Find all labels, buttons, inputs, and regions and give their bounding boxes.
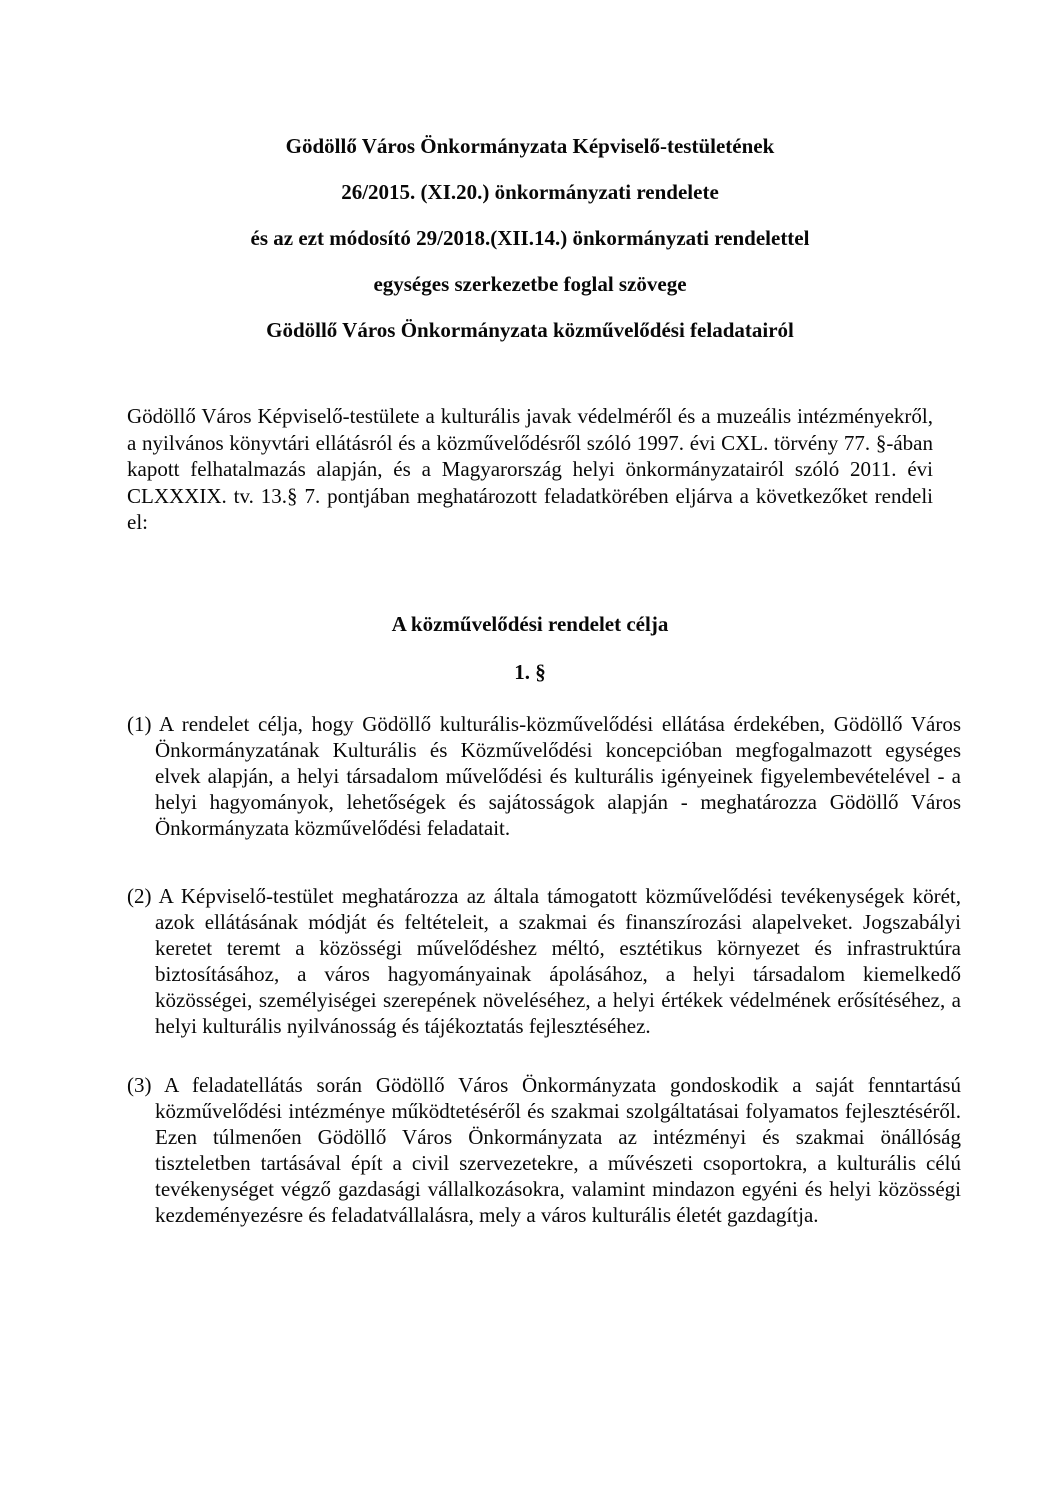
- title-line-consolidated-text: egységes szerkezetbe foglal szövege: [373, 272, 687, 296]
- chapter-heading: A közművelődési rendelet célja: [391, 612, 669, 636]
- title-line-authority: Gödöllő Város Önkormányzata Képviselő-testületének: [285, 134, 775, 158]
- numbered-paragraph-2: [127, 883, 961, 1039]
- document-title-block: [127, 123, 933, 353]
- paragraph-1-number: (1): [127, 712, 152, 736]
- paragraph-2-text: A Képviselő-testület meghatározza az általa támogatott közművelődési tevékenységek körét, azok ellátásának módját és feltételeit, a szakmai és finanszírozási alapelveket. Jogszabályi keretet teremt a közösségi művelődéshez méltó, esztétikus környezet és infrastruktúra biztosításához, a város hagyományainak ápolásához, a helyi társadalom kiemelkedő közösségei, személyiségei szerepének növeléséhez, a helyi értékek védelmének erősítéséhez, a helyi kulturális nyilvánosság és tájékoztatás fejlesztéséhez.: [155, 884, 961, 1038]
- numbered-paragraph-1: [127, 711, 961, 841]
- paragraph-3-number: (3): [127, 1073, 152, 1097]
- paragraph-3-text: A feladatellátás során Gödöllő Város Önkormányzata gondoskodik a saját fenntartású közművelődési intézménye működtetéséről és szakmai szolgáltatásai folyamatos fejlesztéséről. Ezen túlmenően Gödöllő Város Önkormányzata az intézményi és szakmai önállóság tiszteletben tartásával épít a civil szervezetekre, a művészeti csoportokra, a kulturális célú tevékenységet végző gazdasági vállalkozásokra, valamint mindazon egyéni és helyi közösségi kezdeményezésre és feladatvállalásra, mely a város kulturális életét gazdagítja.: [155, 1073, 962, 1227]
- paragraph-1-text: A rendelet célja, hogy Gödöllő kulturális-közművelődési ellátása érdekében, Gödöllő Város Önkormányzatának Kulturális és Közművelődési koncepcióban megfogalmazott egységes elvek alapján, a helyi társadalom művelődési és kulturális igényeinek figyelembevételével - a helyi hagyományok, lehetőségek és sajátosságok alapján - meghatározza Gödöllő Város Önkormányzata közművelődési feladatait.: [155, 712, 962, 840]
- paragraph-2-number: (2): [127, 884, 152, 908]
- preamble-paragraph: Gödöllő Város Képviselő-testülete a kulturális javak védelméről és a muzeális intézményekről, a nyilvános könyvtári ellátásról és a közművelődésről szóló 1997. évi CXL. törvény 77. §-ában kapott felhatalmazás alapján, és a Magyarország helyi önkormányzatairól szóló 2011. évi CLXXXIX. tv. 13.§ 7. pontjában meghatározott feladatkörében eljárva a következőket rendeli el:: [127, 404, 933, 534]
- title-line-subject: Gödöllő Város Önkormányzata közművelődési feladatairól: [266, 318, 794, 342]
- title-line-amendment: és az ezt módosító 29/2018.(XII.14.) önkormányzati rendelettel: [250, 226, 810, 250]
- section-number-heading: 1. §: [514, 660, 546, 684]
- title-line-decree-number: 26/2015. (XI.20.) önkormányzati rendelete: [341, 180, 719, 204]
- numbered-paragraph-3: [127, 1072, 961, 1228]
